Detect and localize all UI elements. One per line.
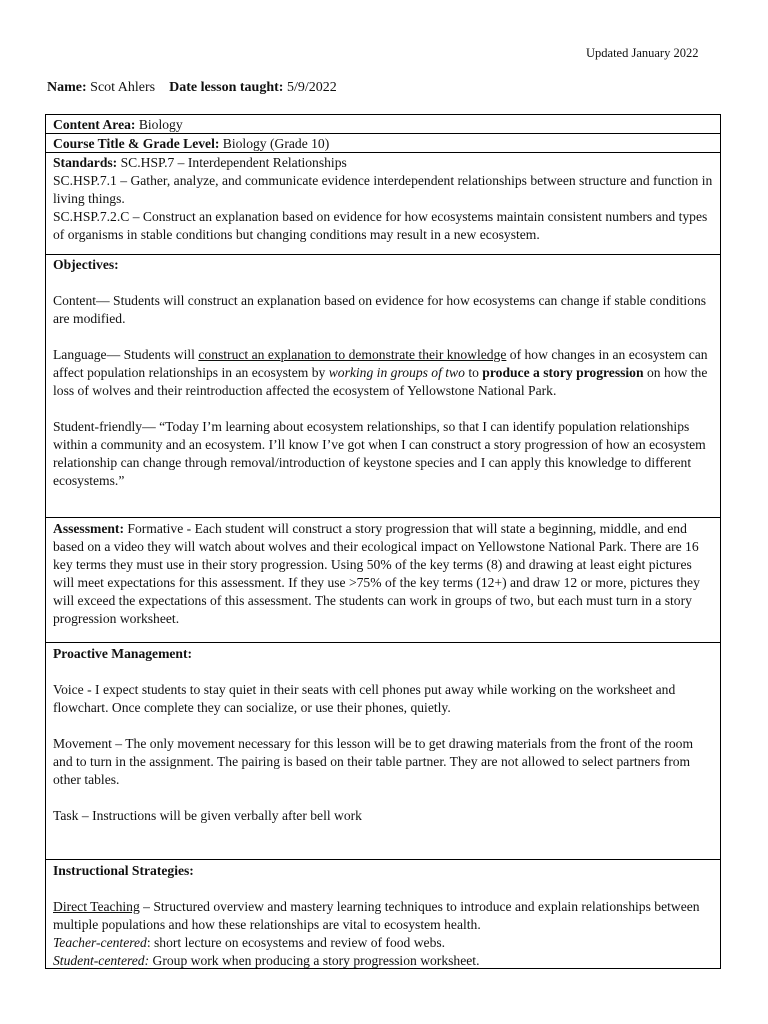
student-friendly-objective: Student-friendly— “Today I’m learning about ecosystem relationships, so that I can identify population relationships within a community and an ecosystem. I’ll know I’ve got when I can construct a story progression of how an ecosystem relationship can change through removal/introduction of keystone species and I can apply this knowledge to different ecosystems.”: [53, 419, 706, 488]
standards-value: SC.HSP.7 – Interdependent Relationships: [120, 155, 347, 170]
movement-text: Movement – The only movement necessary for this lesson will be to get drawing materials from the front of the room and to turn in the assignment. The pairing is based on their table partner. They are not allowed to select partners from other tables.: [53, 736, 694, 787]
assessment-text: Formative - Each student will construct a story progression that will state a beginning, middle, and end based on a video they will watch about wolves and their ecological impact on Yellowstone National Park. There are 16 key terms they must use in their story progression. Using 50% of the key terms (8) and drawing at least eight pictures will meet expectations for this assessment. If they use >75% of the key terms (12+) and draw 12 or more, pictures they will exceed the expectations of this assessment. The students can work in groups of two, but each must turn in a story progression worksheet.: [53, 521, 700, 626]
proactive-management-row: [46, 643, 720, 860]
instructional-strategies-row: [46, 860, 720, 968]
student-centered: Student-centered: Group work when producing a story progression worksheet.: [53, 953, 480, 968]
lesson-header: [47, 80, 337, 96]
voice-text: Voice - I expect students to stay quiet in their seats with cell phones put away while working on the worksheet and flowchart. Once complete they can socialize, or use their phones, quietly.: [53, 682, 676, 715]
standard-7-1: SC.HSP.7.1 – Gather, analyze, and communicate evidence interdependent relationships between structure and function in living things.: [53, 173, 713, 206]
objectives-label: Objectives:: [53, 257, 119, 272]
course-value: Biology (Grade 10): [222, 136, 330, 151]
instructional-label: Instructional Strategies:: [53, 863, 194, 878]
objectives-row: [46, 255, 720, 518]
date-label: Date lesson taught:: [169, 80, 284, 95]
lesson-plan-table: [45, 114, 721, 969]
direct-teaching: Direct Teaching – Structured overview and mastery learning techniques to introduce and explain relationships between multiple populations and how these relationships are vital to ecosystem health.: [53, 899, 700, 932]
content-area-row: [46, 115, 720, 134]
assessment-row: [46, 518, 720, 643]
proactive-label: Proactive Management:: [53, 646, 193, 661]
content-area-label: Content Area:: [53, 117, 136, 132]
standard-7-2c: SC.HSP.7.2.C – Construct an explanation based on evidence for how ecosystems maintain consistent numbers and types of organisms in stable conditions but changing conditions may result in a new ecosystem.: [53, 209, 708, 242]
standards-label: Standards:: [53, 155, 118, 170]
lesson-date: 5/9/2022: [286, 80, 337, 95]
course-label: Course Title & Grade Level:: [53, 136, 220, 151]
content-objective: Content— Students will construct an explanation based on evidence for how ecosystems can change if stable conditions are modified.: [53, 293, 707, 326]
updated-date: Updated January 2022: [586, 46, 699, 60]
task-text: Task – Instructions will be given verbally after bell work: [53, 808, 362, 823]
assessment-label: Assessment:: [53, 521, 124, 536]
language-objective: Language— Students will construct an explanation to demonstrate their knowledge of how changes in an ecosystem can affect population relationships in an ecosystem by working in groups of two to produce a story progression on how the loss of wolves and their reintroduction affected the ecosystem of Yellowstone National Park.: [53, 347, 708, 398]
standards-row: [46, 153, 720, 255]
content-area-value: Biology: [138, 117, 183, 132]
name-label: Name:: [47, 80, 87, 95]
teacher-centered: Teacher-centered: short lecture on ecosystems and review of food webs.: [53, 935, 446, 950]
teacher-name: Scot Ahlers: [90, 80, 156, 95]
course-row: [46, 134, 720, 153]
